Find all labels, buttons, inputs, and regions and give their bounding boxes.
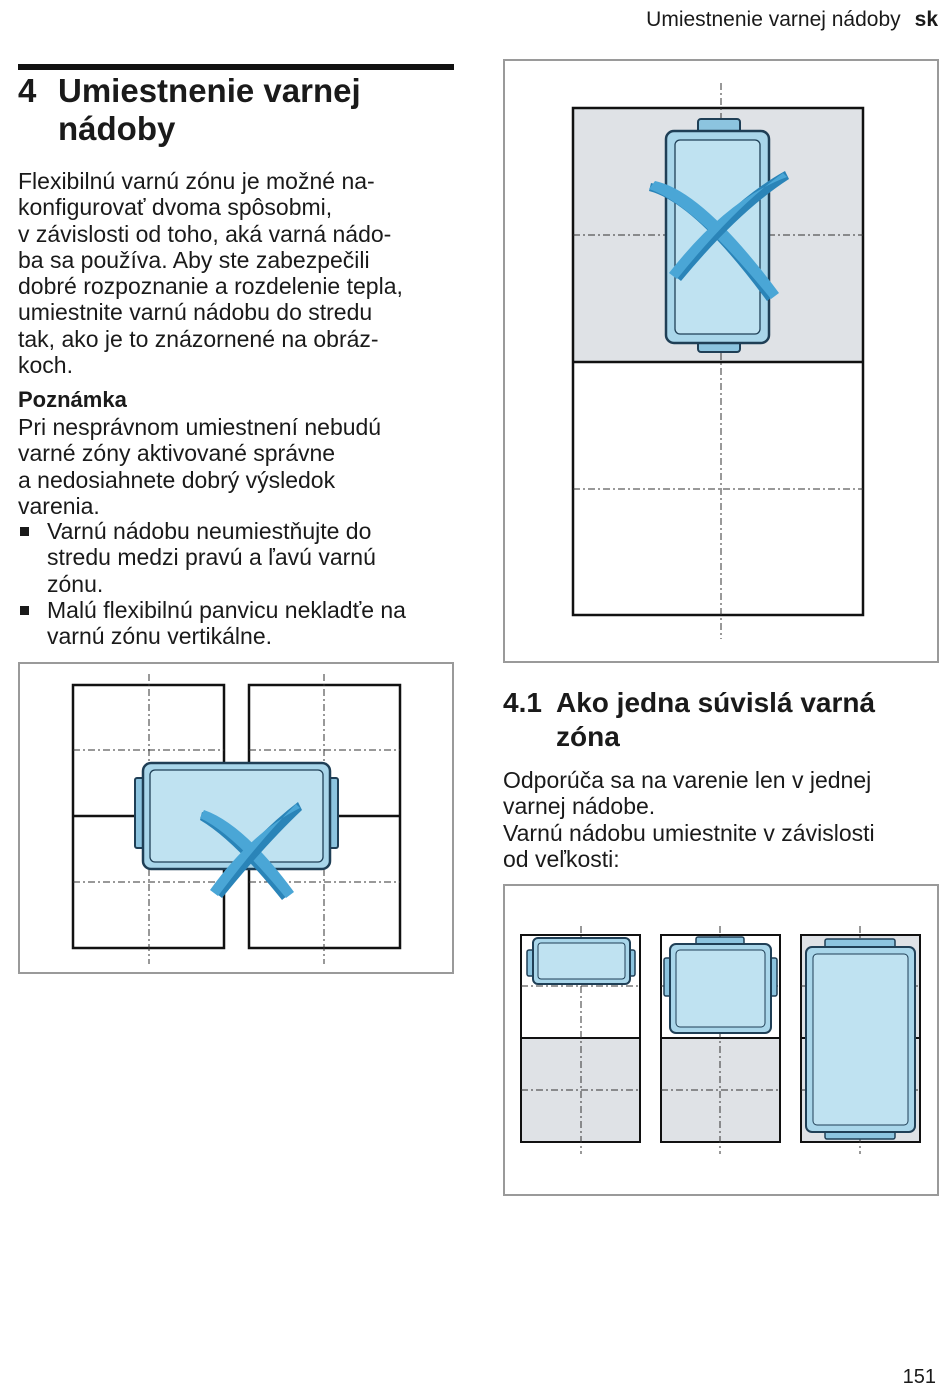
pan-icon [527, 938, 635, 984]
header-title: Umiestnenie varnej nádoby [646, 8, 901, 31]
chapter-rule [18, 64, 454, 70]
cooktop-two-zones-illustration [20, 664, 452, 972]
section-line: od veľkosti: [503, 845, 620, 872]
note-line: varenia. [18, 492, 100, 519]
note-paragraph [18, 414, 456, 519]
intro-line: umiestnite varnú nádobu do stredu [18, 299, 373, 326]
note-line: a nedosiahnete dobrý výsledok [18, 466, 336, 493]
cooktop-size-placement-illustration [505, 886, 937, 1194]
cooktop-zone [661, 926, 780, 1154]
section-line: varnej nádobe. [503, 793, 656, 820]
note-line: varné zóny aktivované správne [18, 440, 336, 467]
page-header [646, 8, 938, 32]
section-title-text [503, 686, 943, 754]
intro-line: konfigurovať dvoma spôsobmi, [18, 194, 333, 221]
intro-line: dobré rozpoznanie a rozdelenie tepla, [18, 273, 403, 300]
bullet-line: varnú zónu vertikálne. [47, 623, 273, 650]
note-line: Pri nesprávnom umiestnení nebudú [18, 414, 382, 440]
intro-line: v závislosti od toho, aká varná nádo- [18, 220, 392, 247]
intro-line: Flexibilnú varnú zónu je možné na- [18, 168, 375, 194]
list-item [18, 597, 458, 650]
chapter-number: 4 [18, 72, 37, 109]
section-title-line: Ako jedna súvislá varná [556, 687, 876, 718]
figure-wrong-vertical-placement [503, 59, 939, 663]
section-line: Odporúča sa na varenie len v jednej [503, 767, 872, 793]
chapter-title-text: Umiestnenie varnej nádoby [58, 72, 361, 147]
page-number: 151 [902, 1366, 936, 1388]
bullet-line: Malú flexibilnú panvicu nekladťe na [47, 596, 406, 623]
intro-line: koch. [18, 352, 73, 379]
section-paragraph [503, 767, 943, 872]
figure-correct-placement-by-size [503, 884, 939, 1196]
pan-icon [806, 939, 915, 1139]
section-number: 4.1 [503, 687, 542, 718]
list-item [18, 518, 458, 597]
bullet-line: Varnú nádobu neumiestňujte do [47, 518, 372, 544]
section-title-line: zóna [556, 721, 620, 752]
figure-wrong-center-placement [18, 662, 454, 974]
bullet-line: stredu medzi pravú a ľavú varnú [47, 544, 376, 571]
cooktop-single-zone-illustration [505, 61, 937, 661]
cooktop-zone [521, 926, 640, 1154]
section-line: Varnú nádobu umiestnite v závislosti [503, 819, 875, 846]
intro-paragraph [18, 168, 456, 378]
note-heading: Poznámka [18, 387, 127, 412]
bullet-square-icon [20, 527, 29, 536]
note-bullet-list [18, 518, 458, 649]
language-code: sk [914, 8, 938, 31]
section-title [503, 686, 943, 754]
cooktop-zone [801, 926, 920, 1154]
intro-line: tak, ako je to znázornené na obráz- [18, 325, 379, 352]
pan-icon [664, 937, 777, 1033]
pan-icon [135, 763, 338, 869]
bullet-line: zónu. [47, 570, 104, 597]
intro-line: ba sa používa. Aby ste zabezpečili [18, 246, 370, 273]
chapter-title [18, 72, 454, 148]
bullet-square-icon [20, 606, 29, 615]
